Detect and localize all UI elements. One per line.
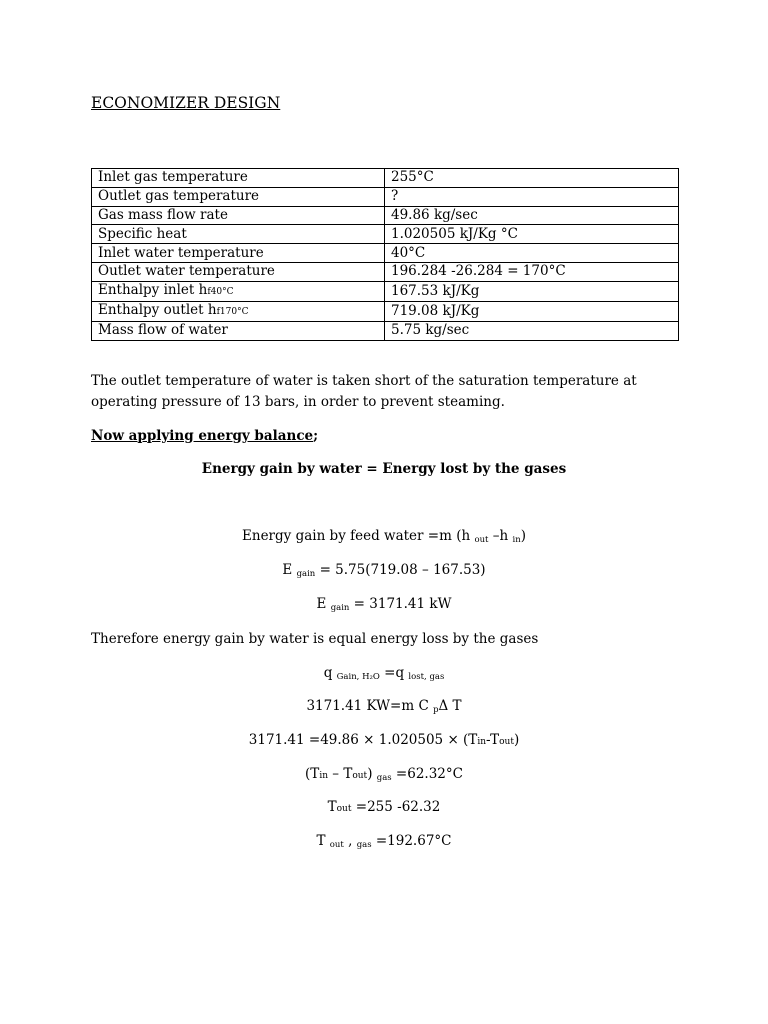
eq7-text-d: =62.32°C [391,766,463,782]
parameter-label: Outlet gas temperature [92,187,385,206]
intro-paragraph: The outlet temperature of water is taken short of the saturation temperature at operating pressure of 13 bars, in order to prevent steaming. [91,373,637,410]
page-title: ECONOMIZER DESIGN [91,94,281,112]
eq7-text-a: (T [305,766,320,782]
therefore-statement: Therefore energy gain by water is equal energy loss by the gases [91,631,539,647]
eq9-text-a: T [316,833,330,849]
parameter-value: 719.08 kJ/Kg [385,301,679,321]
eq1-text-b: –h [488,528,513,544]
eq6-text-b: -T [486,732,500,748]
eq6-text-c: ) [513,732,520,748]
table-row [92,206,679,225]
eq7-sub-in: in [319,771,328,781]
eq9-sub-out: out [329,840,344,850]
parameter-label-text: Enthalpy inlet h [98,281,208,298]
parameter-value: 5.75 kg/sec [385,321,679,340]
parameter-value: 49.86 kg/sec [385,206,679,225]
parameters-table-body [92,169,679,341]
parameters-table [91,168,679,341]
equation-energy-gain [0,528,768,544]
equation-t-out-result [0,833,768,849]
eq7-text-b: – T [328,766,353,782]
table-row [92,225,679,244]
equation-substitution [0,732,768,748]
equation-q-balance [0,665,768,681]
parameter-label: Inlet gas temperature [92,169,385,188]
section-heading-text: Now applying energy balance [91,428,314,444]
eq3-text-a: E [316,596,331,612]
eq1-text-c: ) [520,528,526,544]
eq6-sub-in: in [477,737,487,747]
equation-delta-t [0,766,768,782]
eq2-text-a: E [282,562,297,578]
parameter-label [92,281,385,301]
parameter-label-subscript: f40°C [207,286,234,297]
energy-balance-statement: Energy gain by water = Energy lost by the gases [201,461,567,477]
parameter-value: 167.53 kJ/Kg [385,281,679,301]
section-heading [91,426,691,447]
table-row [92,321,679,340]
eq4-text-b: =q [379,665,409,681]
parameter-value: 196.284 -26.284 = 170°C [385,262,679,281]
eq9-sub-gas: gas [356,840,372,850]
eq8-sub: out [336,804,352,814]
section-heading-punct: ; [313,428,319,444]
eq2-sub: gain [296,569,316,579]
eq4-sub-gain: Gain, H₂O [336,672,380,682]
parameter-label: Outlet water temperature [92,262,385,281]
eq6-sub-out: out [499,737,514,747]
eq7-sub-out: out [352,771,368,781]
eq1-sub-in: in [512,535,521,545]
eq4-sub-lost: lost, gas [408,672,445,682]
eq9-text-c: =192.67°C [371,833,452,849]
eq7-text-c: ) [367,766,377,782]
parameter-label-text: Enthalpy outlet h [98,301,217,318]
table-row [92,244,679,263]
eq1-sub-out: out [474,535,489,545]
eq3-sub: gain [330,603,350,613]
table-row [92,301,679,321]
eq9-text-b: , [343,833,357,849]
parameter-label: Inlet water temperature [92,244,385,263]
eq5-text-a: 3171.41 KW=m C [306,698,434,714]
parameter-label-subscript: f170°C [216,306,249,317]
equation-t-out-calc [0,799,768,815]
parameter-value: 40°C [385,244,679,263]
eq5-text-b: Δ T [438,698,462,714]
parameter-value: 1.020505 kJ/Kg °C [385,225,679,244]
table-row [92,262,679,281]
table-row [92,187,679,206]
parameter-label: Gas mass flow rate [92,206,385,225]
eq8-text-b: =255 -62.32 [351,799,441,815]
eq1-text-a: Energy gain by feed water =m (h [242,528,475,544]
table-row [92,281,679,301]
eq3-text-b: = 3171.41 kW [349,596,452,612]
table-row [92,169,679,188]
eq2-text-b: = 5.75(719.08 – 167.53) [315,562,486,578]
parameter-label: Mass flow of water [92,321,385,340]
eq8-text-a: T [327,799,337,815]
eq7-sub-gas: gas [376,773,392,783]
parameter-value: ? [385,187,679,206]
equation-e-gain-calc [0,562,768,578]
parameter-value: 255°C [385,169,679,188]
parameter-label: Specific heat [92,225,385,244]
equation-mcpdt [0,698,768,714]
eq5-sub: p [433,705,439,715]
equation-e-gain-result [0,596,768,612]
eq4-text-a: q [323,665,337,681]
parameter-label [92,301,385,321]
eq6-text-a: 3171.41 =49.86 × 1.020505 × (T [248,732,478,748]
